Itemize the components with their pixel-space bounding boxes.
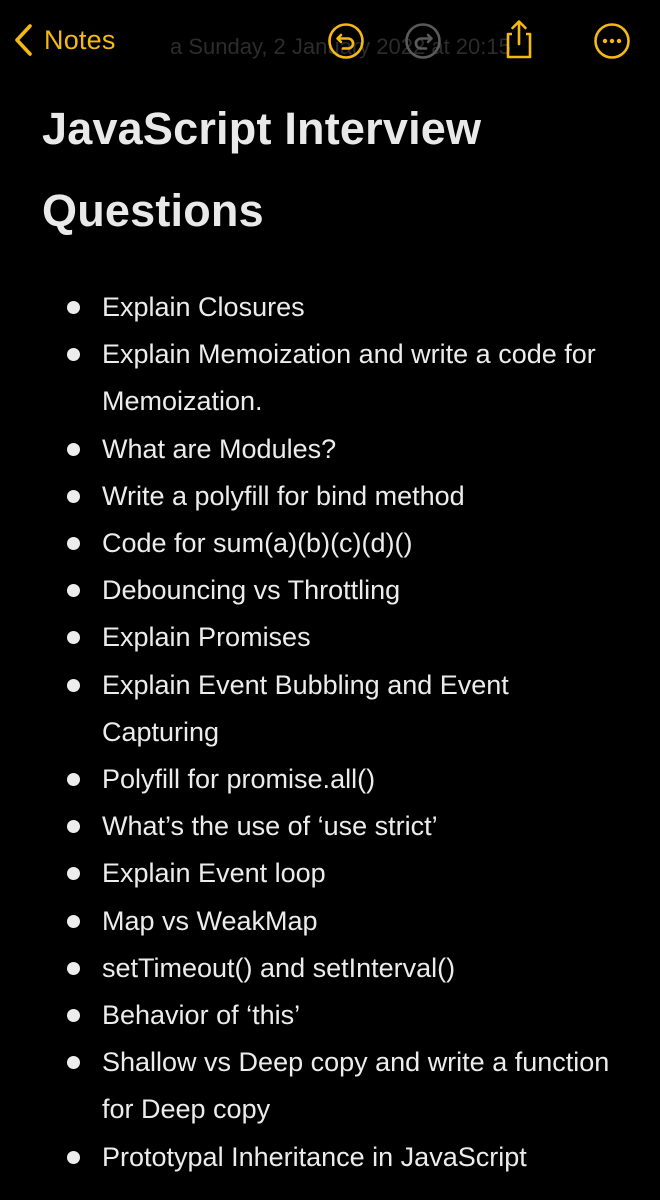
list-item[interactable]: [0, 284, 660, 331]
list-item[interactable]: [0, 614, 660, 661]
list-item-text: Explain Promises: [102, 622, 311, 653]
chevron-left-icon: [14, 23, 34, 57]
list-item-text: Explain Memoization and write a code for Memoization.: [102, 339, 596, 417]
back-button-label: Notes: [44, 24, 116, 55]
redo-icon: [404, 22, 442, 60]
list-item[interactable]: [0, 426, 660, 473]
list-item-text: What are Modules?: [102, 433, 337, 464]
more-options-button[interactable]: [593, 22, 631, 60]
list-item-text: Prototypal Inheritance in JavaScript: [102, 1141, 527, 1172]
list-item[interactable]: [0, 803, 660, 850]
bullet-icon: [67, 820, 80, 833]
bullet-icon: [67, 1151, 80, 1164]
list-item[interactable]: [0, 331, 660, 425]
bullet-icon: [67, 348, 80, 361]
list-item-text: setTimeout() and setInterval(): [102, 952, 456, 983]
undo-button[interactable]: [327, 22, 365, 60]
bullet-icon: [67, 584, 80, 597]
list-item[interactable]: [0, 756, 660, 803]
list-item[interactable]: [0, 992, 660, 1039]
bullet-icon: [67, 537, 80, 550]
undo-icon: [327, 22, 365, 60]
list-item[interactable]: [0, 473, 660, 520]
list-item[interactable]: [0, 520, 660, 567]
list-item-text: Map vs WeakMap: [102, 905, 318, 936]
more-icon: [593, 22, 631, 60]
list-item-text: Write a polyfill for bind method: [102, 480, 465, 511]
list-item[interactable]: [0, 1039, 660, 1133]
list-item[interactable]: [0, 945, 660, 992]
note-toolbar: [0, 0, 660, 84]
bullet-icon: [67, 443, 80, 456]
back-to-notes-button[interactable]: [14, 20, 116, 60]
list-item-text: Explain Event Bubbling and Event Capturing: [102, 669, 509, 747]
list-item-text: Debouncing vs Throttling: [102, 575, 401, 606]
list-item[interactable]: [0, 898, 660, 945]
share-icon: [500, 18, 538, 60]
list-item-text: Explain Closures: [102, 292, 305, 322]
bullet-icon: [67, 867, 80, 880]
list-item-text: Polyfill for promise.all(): [102, 764, 376, 795]
bullet-icon: [67, 915, 80, 928]
bullet-icon: [67, 962, 80, 975]
question-list: [0, 284, 660, 1181]
bullet-icon: [67, 301, 80, 314]
bullet-icon: [67, 1056, 80, 1069]
bullet-icon: [67, 773, 80, 786]
bullet-icon: [67, 631, 80, 644]
bullet-icon: [67, 679, 80, 692]
bullet-icon: [67, 1009, 80, 1022]
redo-button[interactable]: [404, 22, 442, 60]
list-item-text: Behavior of ‘this’: [102, 1000, 301, 1031]
bullet-icon: [67, 490, 80, 503]
faded-date-text: a Sunday, 2 January 2022 at 20:15: [170, 34, 511, 59]
share-button[interactable]: [500, 18, 538, 56]
list-item-text: Shallow vs Deep copy and write a function for Deep copy: [102, 1047, 610, 1125]
list-item[interactable]: [0, 662, 660, 756]
note-title[interactable]: JavaScript Interview Questions: [42, 103, 482, 236]
list-item[interactable]: [0, 567, 660, 614]
list-item-text: Explain Event loop: [102, 858, 326, 889]
list-item-text: What’s the use of ‘use strict’: [102, 811, 438, 842]
list-item-text: Code for sum(a)(b)(c)(d)(): [102, 528, 413, 559]
list-item[interactable]: [0, 850, 660, 897]
list-item[interactable]: [0, 1134, 660, 1181]
